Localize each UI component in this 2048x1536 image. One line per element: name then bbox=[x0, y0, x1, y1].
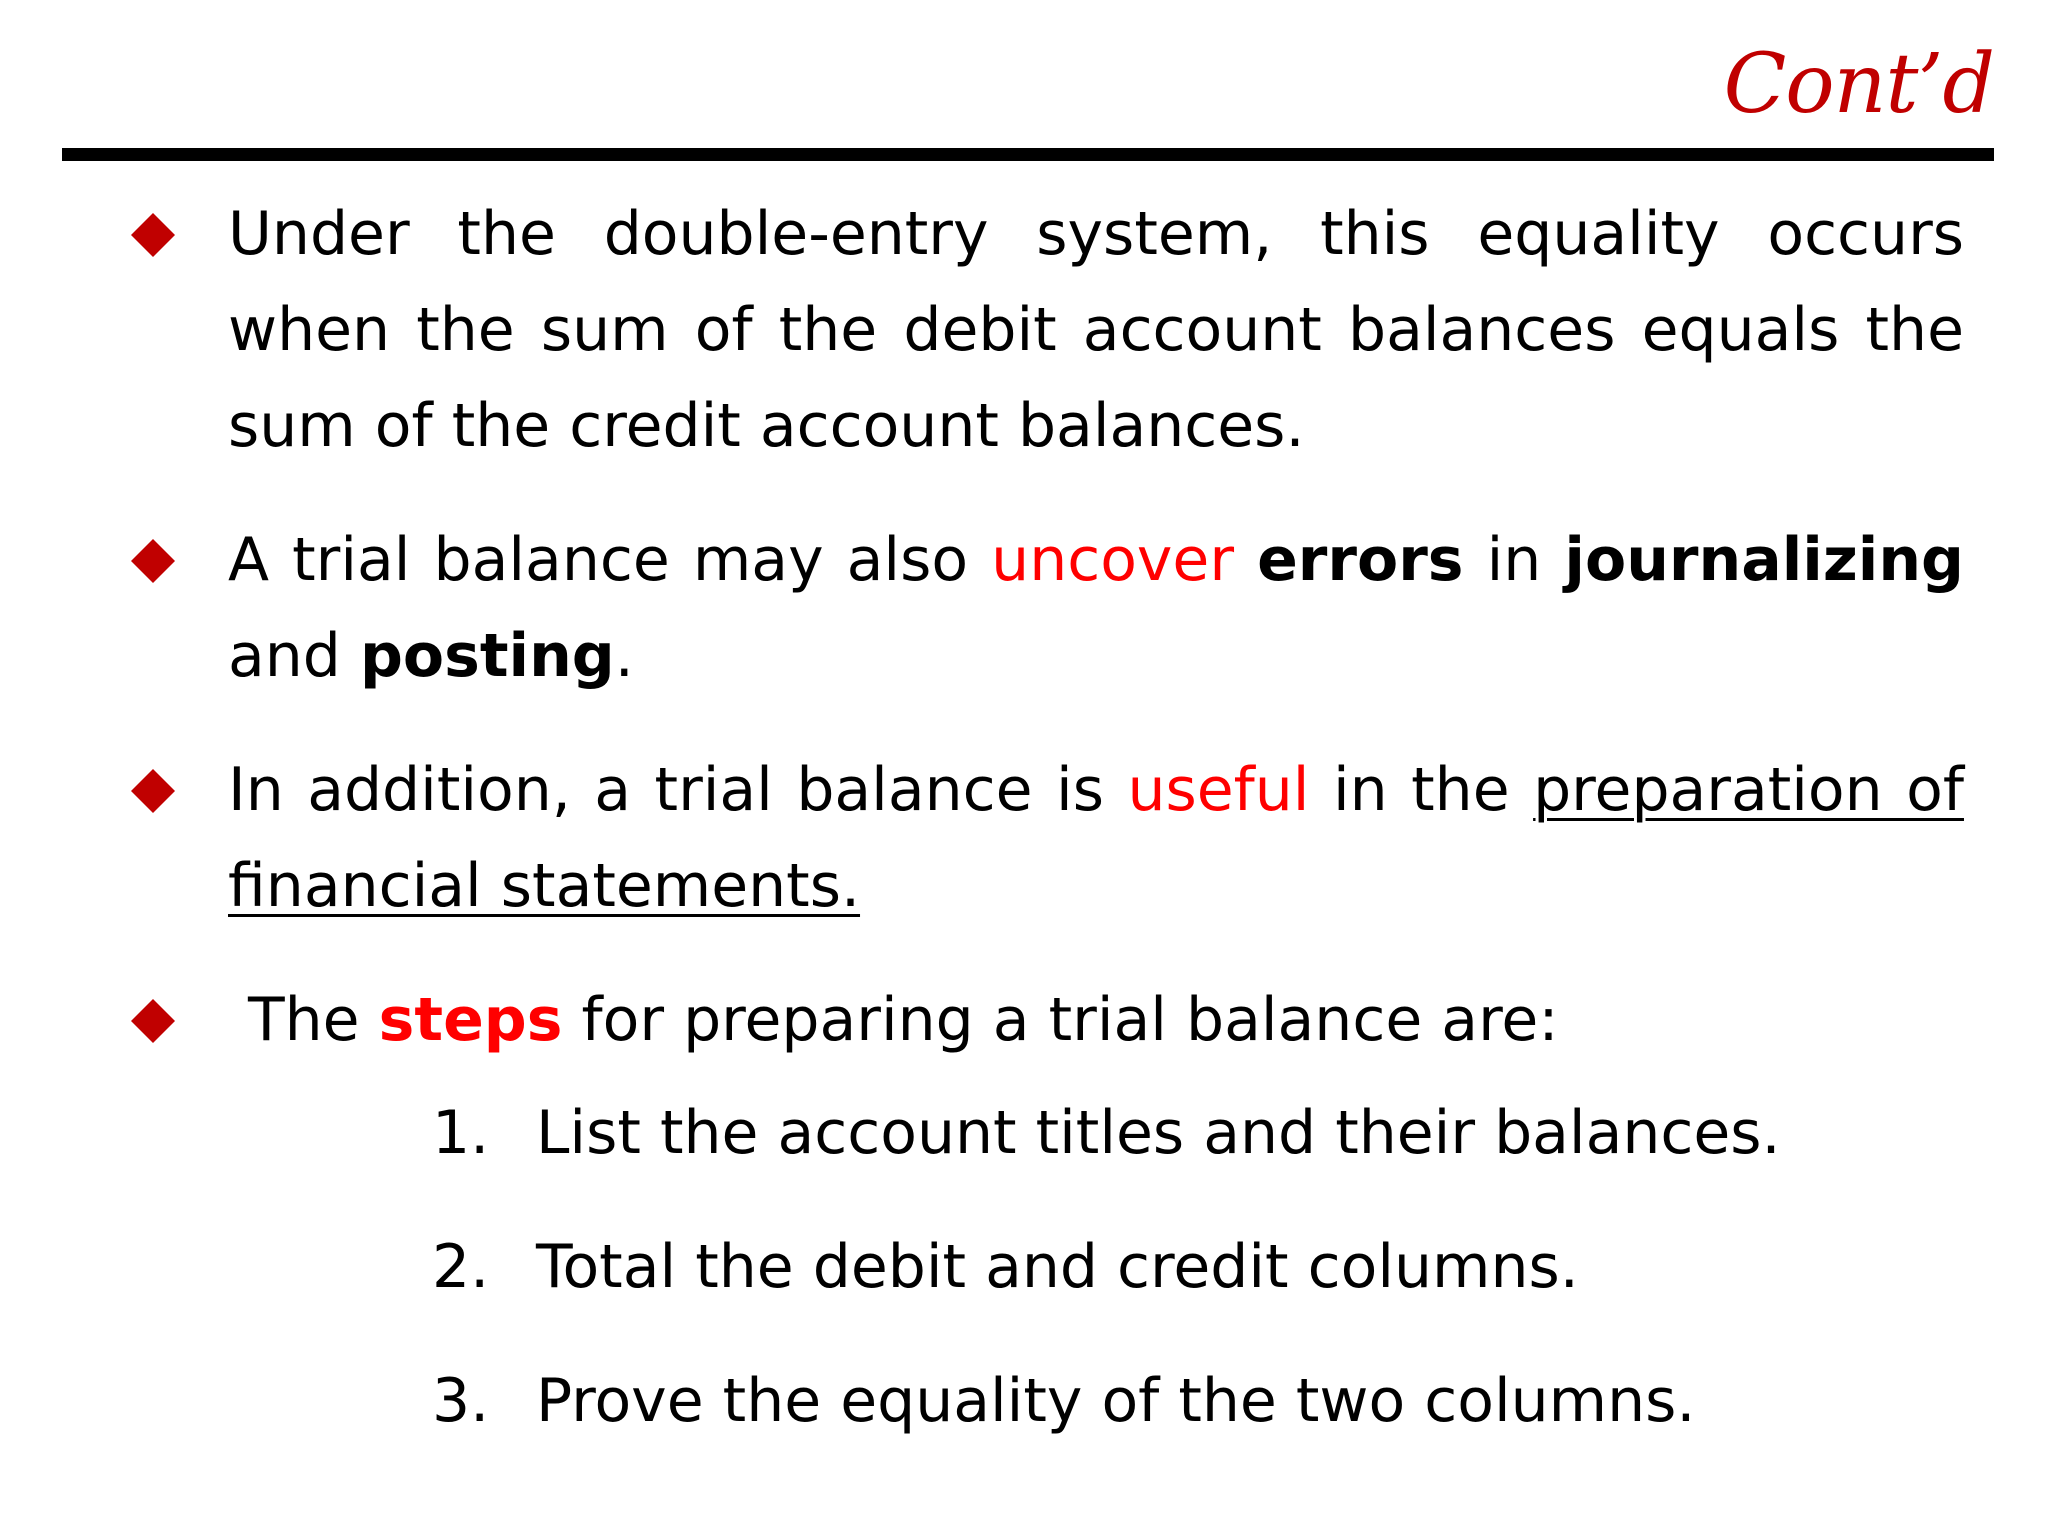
step-text: Total the debit and credit columns. bbox=[536, 1232, 1579, 1302]
step-number: 1. bbox=[432, 1098, 490, 1168]
bullet-3-part-1: In addition, a trial balance is bbox=[228, 755, 1128, 825]
step-text: List the account titles and their balances. bbox=[536, 1098, 1781, 1168]
bullet-2-part-3: in bbox=[1463, 525, 1565, 595]
bullet-1-text: Under the double-entry system, this equality occurs when the sum of the debit account balances equals the sum of the credit account balances. bbox=[228, 199, 1964, 461]
diamond-icon bbox=[128, 210, 178, 260]
bullet-3-part-2: in the bbox=[1309, 755, 1534, 825]
bullet-2-part-1: A trial balance may also bbox=[228, 525, 992, 595]
list-item bbox=[432, 1234, 1781, 1300]
bullet-2-text bbox=[228, 512, 1964, 704]
bullet-1 bbox=[128, 186, 1964, 474]
diamond-icon bbox=[128, 766, 178, 816]
bullet-4-text bbox=[228, 972, 1964, 1068]
steps-list bbox=[432, 1100, 1781, 1502]
bullet-3 bbox=[128, 742, 1964, 934]
step-number: 2. bbox=[432, 1232, 490, 1302]
keyword-uncover: uncover bbox=[991, 525, 1235, 595]
list-item bbox=[432, 1368, 1781, 1434]
bullet-4-part-2: for preparing a trial balance are: bbox=[562, 985, 1559, 1055]
keyword-preparation: preparation of financial statements. bbox=[228, 755, 1964, 921]
bullet-2-part-5: . bbox=[614, 621, 634, 691]
diamond-icon bbox=[128, 996, 178, 1046]
page-title: Cont’d bbox=[1723, 37, 1994, 132]
bullet-3-text bbox=[228, 742, 1964, 934]
bullet-2 bbox=[128, 512, 1964, 704]
bullet-2-part-2 bbox=[1234, 525, 1257, 595]
title-divider bbox=[62, 148, 1994, 161]
bullet-4-part-1: The bbox=[248, 985, 379, 1055]
keyword-journalizing: journalizing bbox=[1564, 525, 1964, 595]
bullet-2-part-4: and bbox=[228, 621, 360, 691]
bullet-4 bbox=[128, 972, 1964, 1068]
keyword-useful: useful bbox=[1127, 755, 1310, 825]
keyword-posting: posting bbox=[359, 621, 615, 691]
step-text: Prove the equality of the two columns. bbox=[536, 1366, 1696, 1436]
step-number: 3. bbox=[432, 1366, 490, 1436]
diamond-icon bbox=[128, 536, 178, 586]
list-item bbox=[432, 1100, 1781, 1166]
keyword-errors: errors bbox=[1257, 525, 1464, 595]
keyword-steps: steps bbox=[378, 985, 563, 1055]
